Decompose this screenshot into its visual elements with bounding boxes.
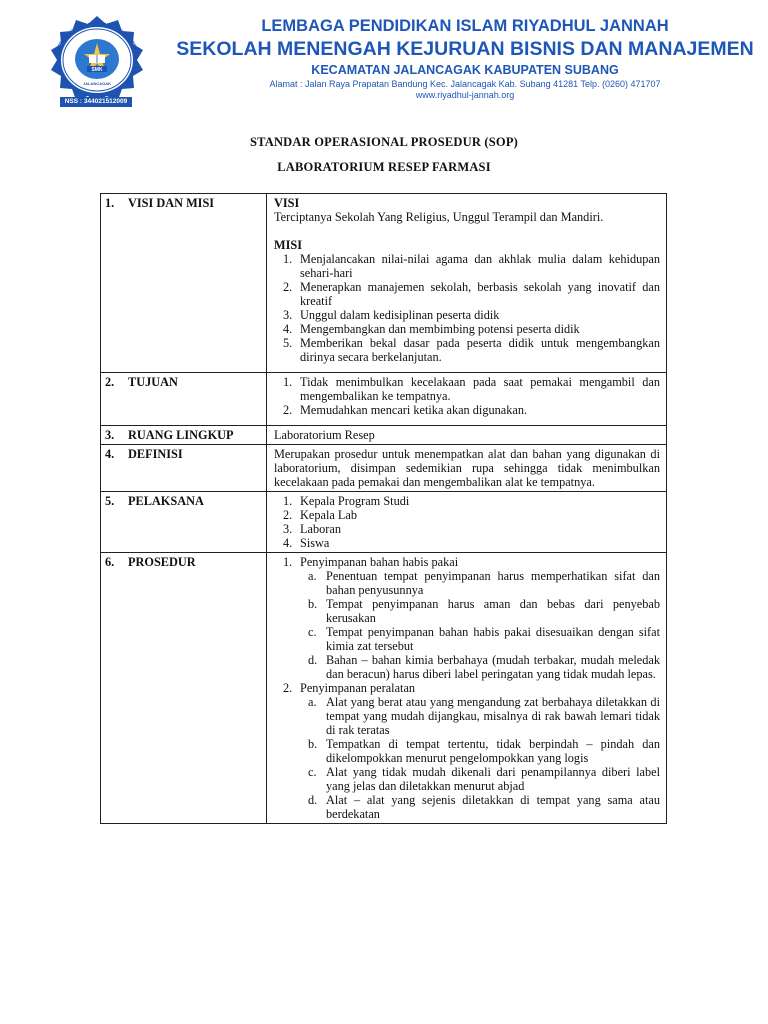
letterhead-website: www.riyadhul-jannah.org	[415, 90, 515, 100]
list-item: 5. Memberikan bekal dasar pada peserta didik untuk mengembangkan dirinya secara berkelanjutan.	[283, 336, 660, 364]
row-label-text: PELAKSANA	[128, 494, 204, 508]
list-item: 2. Memudahkan mencari ketika akan digunakan.	[283, 403, 528, 417]
list-item: b. Tempatkan di tempat tertentu, tidak berpindah – pindah dan dikelompokkan menurut pengelompokkan yang logis	[308, 737, 660, 765]
prosedur-sublist	[274, 569, 660, 681]
pelaksana-list	[274, 494, 660, 550]
row-tujuan	[101, 373, 667, 426]
row-ruang-lingkup	[101, 426, 667, 445]
list-item: c. Tempat penyimpanan bahan habis pakai disesuaikan dengan sifat kimia zat tersebut	[308, 625, 660, 653]
ruang-lingkup-text: Laboratorium Resep	[274, 428, 375, 442]
list-item: a. Penentuan tempat penyimpanan harus memperhatikan sifat dan bahan penyusunnya	[308, 569, 660, 597]
list-item: a. Alat yang berat atau yang mengandung zat berbahaya diletakkan di tempat yang mudah dijangkau, misalnya di rak bawah lemari tidak di rak teratas	[308, 695, 660, 737]
school-logo	[38, 14, 156, 106]
list-item: 1. Tidak menimbulkan kecelakaan pada saat pemakai mengambil dan mengembalikan ke tempatnya.	[283, 375, 660, 403]
list-item: 2. Kepala Lab	[283, 508, 358, 522]
misi-heading: MISI	[274, 238, 303, 252]
row-label	[101, 194, 267, 373]
letterhead-address: Alamat : Jalan Raya Prapatan Bandung Kec. Jalancagak Kab. Subang 41281 Telp. (0260) 471707	[269, 79, 661, 89]
row-label-text: DEFINISI	[128, 447, 183, 461]
logo-bottom-text: JALANCAGAK	[83, 81, 111, 86]
definisi-content	[267, 445, 667, 492]
misi-list	[274, 252, 660, 364]
row-label	[101, 373, 267, 426]
row-label	[101, 426, 267, 445]
logo-ring-text: LEMBAGA PENDIDIKAN ISLAM RIYADHUL JANNAH	[54, 20, 140, 54]
row-number: 2.	[105, 375, 115, 389]
row-prosedur	[101, 553, 667, 824]
list-item: 3. Laboran	[283, 522, 341, 536]
definisi-text: Merupakan prosedur untuk menempatkan alat dan bahan yang digunakan di laboratorium, disimpan sedemikian rupa sehingga tidak menimbulkan kecelakaan pada pemakai dan mengembalikan alat ke tempatnya.	[274, 447, 660, 489]
letterhead-school-name: SEKOLAH MENENGAH KEJURUAN BISNIS DAN MANAJEMEN	[176, 38, 754, 60]
row-number: 3.	[105, 428, 115, 442]
letterhead-foundation: LEMBAGA PENDIDIKAN ISLAM RIYADHUL JANNAH	[261, 17, 669, 35]
list-item: c. Alat yang tidak mudah dikenali dari penampilannya diberi label yang jelas dan diletakkan menurut abjad	[308, 765, 660, 793]
prosedur-group: 1. Penyimpanan bahan habis pakai	[283, 555, 459, 569]
row-label-text: PROSEDUR	[128, 555, 196, 569]
row-label	[101, 492, 267, 553]
logo-badge: SMK	[91, 67, 103, 73]
list-item: 1. Kepala Program Studi	[283, 494, 410, 508]
row-number: 1.	[105, 196, 115, 210]
row-definisi	[101, 445, 667, 492]
row-number: 6.	[105, 555, 115, 569]
list-item: d. Bahan – bahan kimia berbahaya (mudah terbakar, mudah meledak dan beracun) harus diberi label peringatan yang tidak mudah lepas.	[308, 653, 660, 681]
row-visi-misi	[101, 194, 667, 373]
row-label-text: RUANG LINGKUP	[128, 428, 234, 442]
row-label-text: TUJUAN	[128, 375, 178, 389]
visi-heading: VISI	[274, 196, 300, 210]
document-title: STANDAR OPERASIONAL PROSEDUR (SOP)	[249, 135, 519, 149]
row-number: 5.	[105, 494, 115, 508]
row-label	[101, 553, 267, 824]
letterhead-district: KECAMATAN JALANCAGAK KABUPATEN SUBANG	[311, 63, 619, 77]
tujuan-content	[267, 373, 667, 426]
prosedur-content	[267, 553, 667, 824]
list-item: 1. Menjalancakan nilai-nilai agama dan akhlak mulia dalam kehidupan sehari-hari	[283, 252, 660, 280]
tujuan-list	[274, 375, 660, 417]
prosedur-list	[274, 555, 660, 569]
list-item: d. Alat – alat yang sejenis diletakkan di tempat yang sama atau berdekatan	[308, 793, 660, 821]
list-item: b. Tempat penyimpanan harus aman dan bebas dari penyebab kerusakan	[308, 597, 660, 625]
prosedur-list	[274, 681, 660, 695]
row-label-text: VISI DAN MISI	[128, 196, 215, 210]
list-item: 3. Unggul dalam kedisiplinan peserta didik	[283, 308, 500, 322]
nss-number: NSS : 344021512009	[60, 97, 132, 107]
row-pelaksana	[101, 492, 667, 553]
sop-table	[100, 193, 667, 824]
document-subtitle: LABORATORIUM RESEP FARMASI	[277, 160, 491, 174]
ruang-lingkup-content	[267, 426, 667, 445]
prosedur-sublist	[274, 695, 660, 821]
row-label	[101, 445, 267, 492]
visi-text: Terciptanya Sekolah Yang Religius, Unggul Terampil dan Mandiri.	[274, 210, 604, 224]
row-number: 4.	[105, 447, 115, 461]
pelaksana-content	[267, 492, 667, 553]
list-item: 4. Siswa	[283, 536, 330, 550]
visi-misi-content	[267, 194, 667, 373]
list-item: 2. Menerapkan manajemen sekolah, berbasis sekolah yang inovatif dan kreatif	[283, 280, 660, 308]
prosedur-group: 2. Penyimpanan peralatan	[283, 681, 416, 695]
list-item: 4. Mengembangkan dan membimbing potensi peserta didik	[283, 322, 580, 336]
